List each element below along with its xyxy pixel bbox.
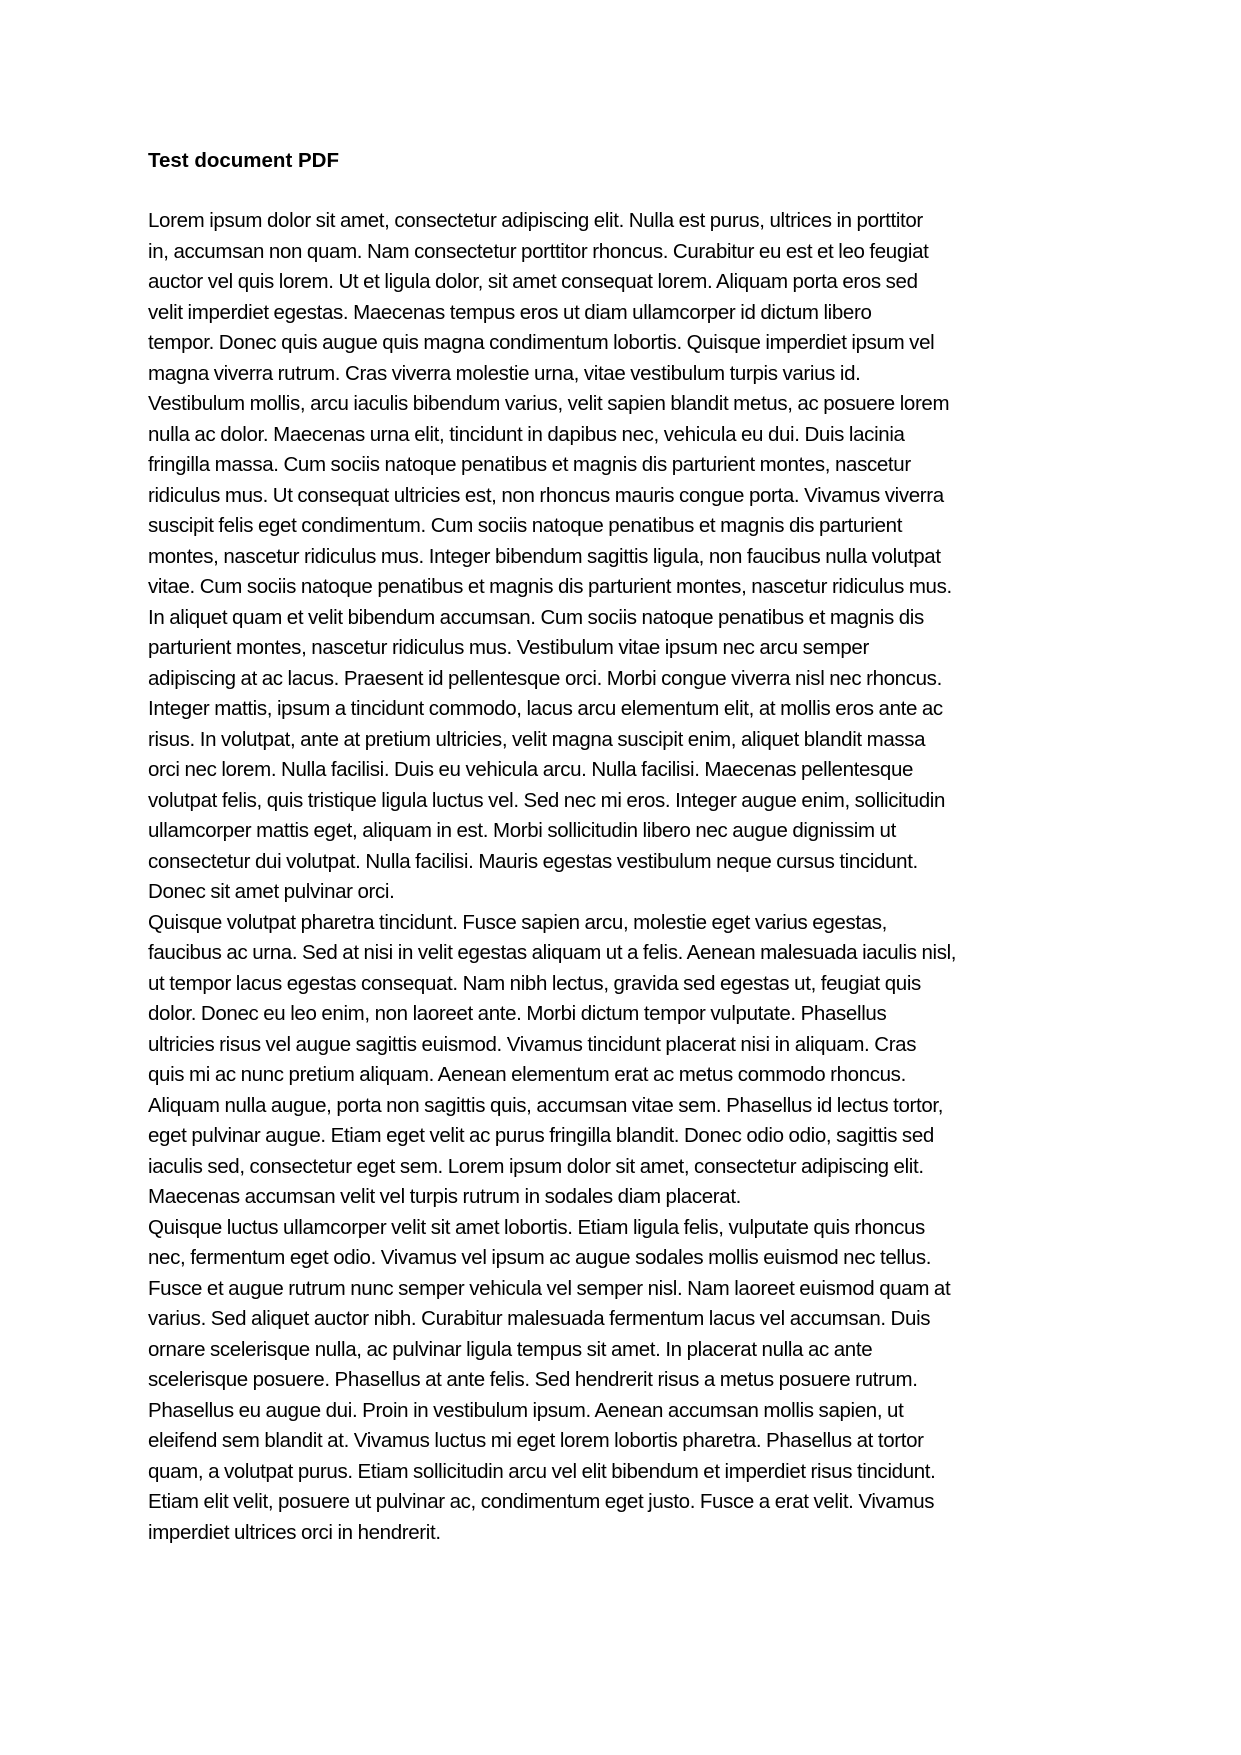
paragraph-line: magna viverra rutrum. Cras viverra molestie urna, vitae vestibulum turpis varius id. <box>148 361 861 385</box>
paragraph-line: Vestibulum mollis, arcu iaculis bibendum varius, velit sapien blandit metus, ac posuere lorem <box>148 392 950 415</box>
paragraph-line: eleifend sem blandit at. Vivamus luctus mi eget lorem lobortis pharetra. Phasellus at tortor <box>148 1429 924 1452</box>
paragraph-line: ut tempor lacus egestas consequat. Nam nibh lectus, gravida sed egestas ut, feugiat quis <box>148 971 921 995</box>
paragraph-line: faucibus ac urna. Sed at nisi in velit egestas aliquam ut a felis. Aenean malesuada iaculis nisl, <box>148 941 957 964</box>
paragraph-line: Maecenas accumsan velit vel turpis rutrum in sodales diam placerat. <box>148 1185 742 1208</box>
document-body <box>148 206 1096 1548</box>
paragraph-line: ullamcorper mattis eget, aliquam in est. Morbi sollicitudin libero nec augue dignissim ut <box>148 819 896 842</box>
paragraph-line: volutpat felis, quis tristique ligula luctus vel. Sed nec mi eros. Integer augue enim, sollicitudin <box>148 788 946 812</box>
paragraph-line: suscipit felis eget condimentum. Cum sociis natoque penatibus et magnis dis parturient <box>148 514 903 537</box>
paragraph-line: quis mi ac nunc pretium aliquam. Aenean elementum erat ac metus commodo rhoncus. <box>148 1063 906 1086</box>
paragraph-line: Donec sit amet pulvinar orci. <box>148 880 395 903</box>
paragraph-line: Integer mattis, ipsum a tincidunt commodo, lacus arcu elementum elit, at mollis eros ante ac <box>148 697 943 720</box>
paragraph-line: scelerisque posuere. Phasellus at ante felis. Sed hendrerit risus a metus posuere rutrum. <box>148 1368 918 1391</box>
body-paragraph <box>148 908 1096 1213</box>
paragraph-line: ultricies risus vel augue sagittis euismod. Vivamus tincidunt placerat nisi in aliquam. Cras <box>148 1032 917 1056</box>
document-content <box>148 146 1096 1548</box>
paragraph-line: parturient montes, nascetur ridiculus mus. Vestibulum vitae ipsum nec arcu semper <box>148 636 869 659</box>
paragraph-line: Quisque luctus ullamcorper velit sit amet lobortis. Etiam ligula felis, vulputate quis rhoncus <box>148 1215 925 1239</box>
paragraph-line: in, accumsan non quam. Nam consectetur porttitor rhoncus. Curabitur eu est et leo feugiat <box>148 239 929 263</box>
paragraph-line: iaculis sed, consectetur eget sem. Lorem ipsum dolor sit amet, consectetur adipiscing elit. <box>148 1154 924 1178</box>
paragraph-line: quam, a volutpat purus. Etiam sollicitudin arcu vel elit bibendum et imperdiet risus tincidunt. <box>148 1459 936 1483</box>
paragraph-line: auctor vel quis lorem. Ut et ligula dolor, sit amet consequat lorem. Aliquam porta eros sed <box>148 270 918 293</box>
paragraph-line: nulla ac dolor. Maecenas urna elit, tincidunt in dapibus nec, vehicula eu dui. Duis lacinia <box>148 422 905 446</box>
body-paragraph <box>148 206 1096 908</box>
body-paragraph <box>148 1213 1096 1549</box>
paragraph-line: tempor. Donec quis augue quis magna condimentum lobortis. Quisque imperdiet ipsum vel <box>148 331 935 354</box>
paragraph-line: Quisque volutpat pharetra tincidunt. Fusce sapien arcu, molestie eget varius egestas, <box>148 910 887 934</box>
document-title: Test document PDF <box>148 149 339 172</box>
paragraph-line: vitae. Cum sociis natoque penatibus et magnis dis parturient montes, nascetur ridiculus mus. <box>148 575 952 598</box>
paragraph-line: orci nec lorem. Nulla facilisi. Duis eu vehicula arcu. Nulla facilisi. Maecenas pellentesque <box>148 758 914 781</box>
paragraph-line: Etiam elit velit, posuere ut pulvinar ac, condimentum eget justo. Fusce a erat velit. Vivamus <box>148 1490 935 1513</box>
paragraph-line: Aliquam nulla augue, porta non sagittis quis, accumsan vitae sem. Phasellus id lectus tortor, <box>148 1093 944 1117</box>
paragraph-line: Fusce et augue rutrum nunc semper vehicula vel semper nisl. Nam laoreet euismod quam at <box>148 1276 951 1300</box>
paragraph-line: varius. Sed aliquet auctor nibh. Curabitur malesuada fermentum lacus vel accumsan. Duis <box>148 1307 931 1330</box>
paragraph-line: ridiculus mus. Ut consequat ultricies est, non rhoncus mauris congue porta. Vivamus viverra <box>148 483 944 507</box>
paragraph-line: nec, fermentum eget odio. Vivamus vel ipsum ac augue sodales mollis euismod nec tellus. <box>148 1246 932 1269</box>
paragraph-line: velit imperdiet egestas. Maecenas tempus eros ut diam ullamcorper id dictum libero <box>148 300 872 324</box>
paragraph-line: risus. In volutpat, ante at pretium ultricies, velit magna suscipit enim, aliquet blandit massa <box>148 727 926 751</box>
paragraph-line: eget pulvinar augue. Etiam eget velit ac purus fringilla blandit. Donec odio odio, sagittis sed <box>148 1124 934 1147</box>
paragraph-line: consectetur dui volutpat. Nulla facilisi. Mauris egestas vestibulum neque cursus tincidunt. <box>148 849 918 873</box>
paragraph-line: fringilla massa. Cum sociis natoque penatibus et magnis dis parturient montes, nascetur <box>148 453 911 476</box>
paragraph-line: Lorem ipsum dolor sit amet, consectetur adipiscing elit. Nulla est purus, ultrices in porttitor <box>148 209 923 232</box>
paragraph-line: montes, nascetur ridiculus mus. Integer bibendum sagittis ligula, non faucibus nulla volutpat <box>148 544 941 568</box>
paragraph-line: dolor. Donec eu leo enim, non laoreet ante. Morbi dictum tempor vulputate. Phasellus <box>148 1002 887 1025</box>
paragraph-line: ornare scelerisque nulla, ac pulvinar ligula tempus sit amet. In placerat nulla ac ante <box>148 1337 873 1361</box>
paragraph-line: Phasellus eu augue dui. Proin in vestibulum ipsum. Aenean accumsan mollis sapien, ut <box>148 1398 904 1422</box>
paragraph-line: imperdiet ultrices orci in hendrerit. <box>148 1520 441 1544</box>
paragraph-line: In aliquet quam et velit bibendum accumsan. Cum sociis natoque penatibus et magnis dis <box>148 605 924 629</box>
paragraph-line: adipiscing at ac lacus. Praesent id pellentesque orci. Morbi congue viverra nisl nec rhoncus. <box>148 666 942 690</box>
